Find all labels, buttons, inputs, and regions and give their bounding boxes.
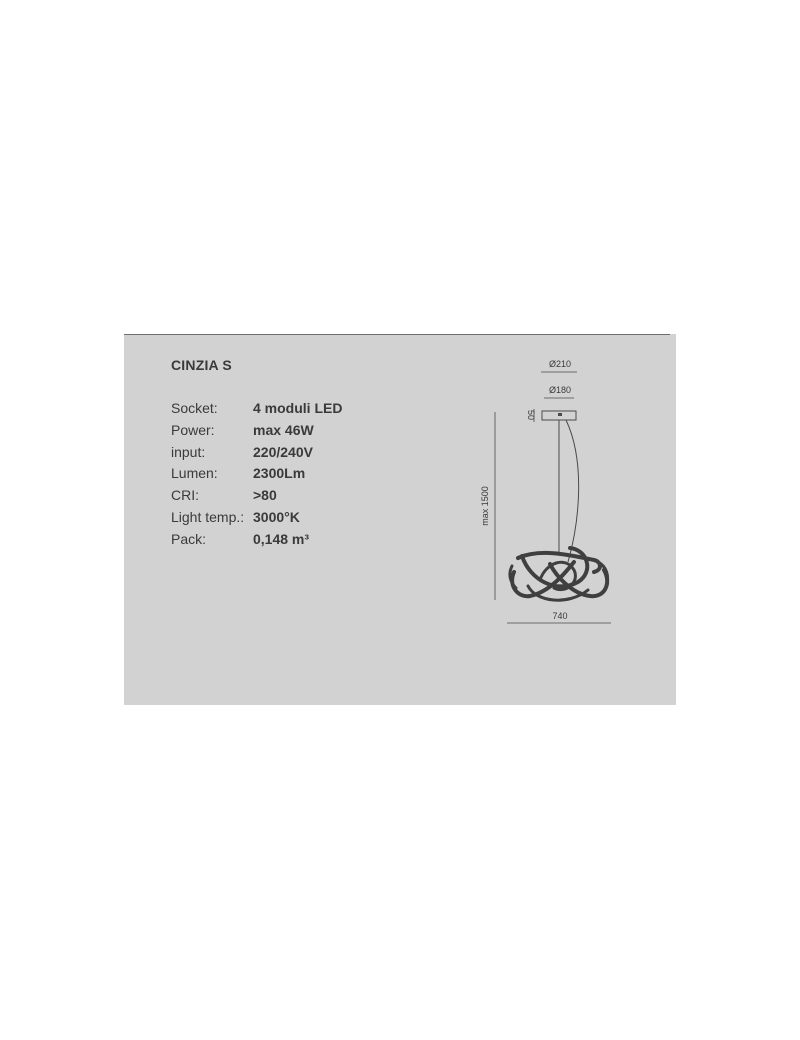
spec-value: 0,148 m³ [253,530,310,547]
spec-label: Power: [171,421,215,438]
led-ribbons [510,548,608,600]
dim-canopy-height-label: 50 [526,409,536,421]
spec-value: max 46W [253,421,314,438]
spec-row-socket [171,398,431,420]
top-divider [124,334,670,335]
spec-label: Pack: [171,530,207,547]
spec-value: 3000°K [253,508,300,525]
spec-value: 4 moduli LED [253,400,343,416]
spec-label: Socket: [171,400,218,416]
spec-value: 220/240V [253,443,313,460]
spec-row-cri [171,485,431,507]
spec-label: CRI: [171,487,199,504]
spec-label: Light temp.: [171,508,245,525]
spec-value: >80 [253,487,277,504]
spec-label: input: [171,443,206,460]
spec-row-pack [171,529,431,551]
spec-row-input [171,442,431,464]
spec-row-light-temp [171,507,431,529]
lamp-technical-drawing [470,350,650,640]
spec-label: Lumen: [171,465,218,482]
dim-max-height-label: max 1500 [480,486,490,526]
power-cable [566,420,579,562]
spec-value: 2300Lm [253,465,306,482]
canopy-screw [558,413,562,416]
spec-row-power [171,420,431,442]
dim-outer-diameter-label: Ø210 [548,359,572,369]
dim-width-label: 740 [552,611,568,621]
dim-inner-diameter-label: Ø180 [548,385,572,395]
spec-list [171,398,431,551]
spec-row-lumen [171,463,431,485]
product-title: CINZIA S [171,357,232,373]
